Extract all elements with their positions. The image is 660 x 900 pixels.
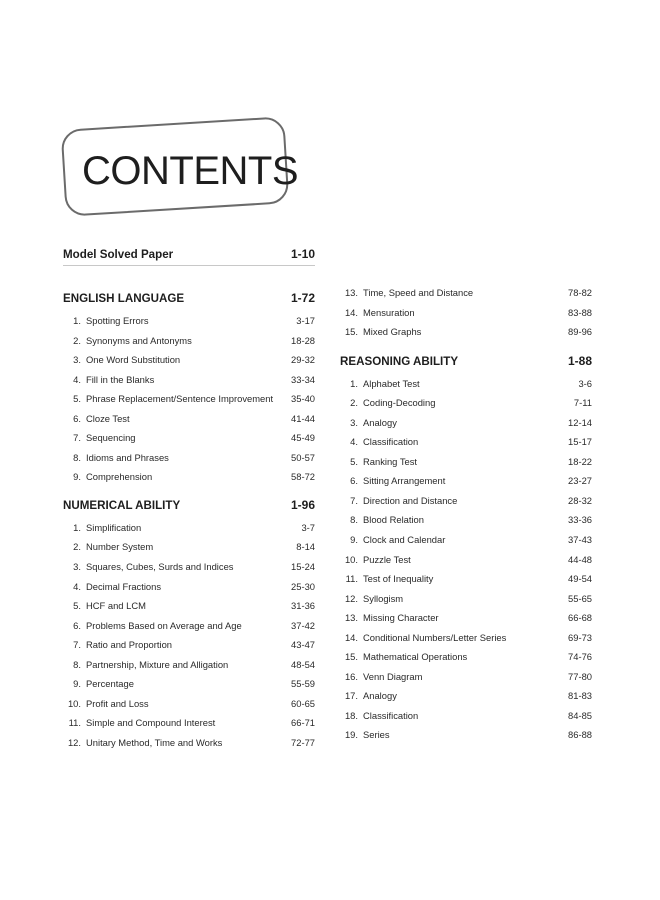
toc-entry[interactable] <box>340 393 592 413</box>
entry-label: Synonyms and Antonyms <box>86 334 192 346</box>
entry-pages: 45-49 <box>291 432 315 444</box>
toc-entry[interactable] <box>63 518 315 538</box>
entry-number: 9. <box>350 534 358 546</box>
entry-number: 2. <box>73 541 81 553</box>
entry-label: Phrase Replacement/Sentence Improvement <box>86 393 274 405</box>
entry-pages: 77-80 <box>568 670 592 682</box>
numerical-list-continued <box>340 283 592 342</box>
entry-label: Alphabet Test <box>363 377 420 389</box>
toc-entry[interactable] <box>340 303 592 323</box>
entry-pages: 29-32 <box>291 354 315 366</box>
entry-pages: 74-76 <box>568 651 592 663</box>
toc-heading-numerical[interactable] <box>63 494 315 516</box>
toc-entry[interactable] <box>340 374 592 394</box>
heading-label: ENGLISH LANGUAGE <box>63 292 185 305</box>
entry-pages: 48-54 <box>291 658 315 670</box>
toc-entry[interactable] <box>63 674 315 694</box>
entry-label: Decimal Fractions <box>86 580 162 592</box>
toc-entry[interactable] <box>63 350 315 370</box>
toc-heading-reasoning[interactable] <box>340 350 592 372</box>
toc-entry[interactable] <box>340 530 592 550</box>
entry-number: 3. <box>73 561 81 573</box>
entry-number: 2. <box>73 334 81 346</box>
entry-number: 3. <box>73 354 81 366</box>
entry-pages: 69-73 <box>568 631 592 643</box>
entry-number: 8. <box>73 451 81 463</box>
entry-number: 4. <box>350 436 358 448</box>
entry-pages: 15-24 <box>291 561 315 573</box>
toc-entry[interactable] <box>63 596 315 616</box>
entry-pages: 84-85 <box>568 709 592 721</box>
entry-label: Idioms and Phrases <box>86 451 169 463</box>
heading-label: NUMERICAL ABILITY <box>63 498 181 512</box>
heading-pages: 1-72 <box>290 291 315 305</box>
entry-number: 1. <box>73 315 81 326</box>
entry-pages: 12-14 <box>568 416 592 428</box>
entry-label: Classification <box>363 436 419 448</box>
entry-pages: 33-34 <box>291 373 315 385</box>
entry-pages: 78-82 <box>568 287 592 298</box>
heading-label: REASONING ABILITY <box>340 354 459 368</box>
entry-pages: 83-88 <box>568 306 592 318</box>
toc-entry[interactable] <box>340 322 592 342</box>
entry-number: 12. <box>344 592 358 604</box>
entry-label: Analogy <box>363 690 397 702</box>
entry-label: Blood Relation <box>363 514 424 526</box>
heading-label: Model Solved Paper <box>63 248 174 261</box>
toc-entry[interactable] <box>340 686 592 706</box>
entry-number: 11. <box>68 717 81 729</box>
entry-label: Missing Character <box>363 612 439 624</box>
entry-label: Venn Diagram <box>363 670 423 682</box>
entry-label: Number System <box>86 541 154 553</box>
entry-pages: 58-72 <box>291 471 315 483</box>
entry-number: 4. <box>73 373 81 385</box>
entry-number: 13. <box>344 287 358 298</box>
entry-number: 14. <box>344 631 358 643</box>
entry-number: 16. <box>344 670 358 682</box>
entry-label: Mensuration <box>363 306 415 318</box>
entry-label: One Word Substitution <box>86 354 181 366</box>
entry-label: Simplification <box>86 521 142 533</box>
toc-left-column <box>63 244 315 752</box>
toc-entry[interactable] <box>340 706 592 726</box>
entry-pages: 23-27 <box>568 475 592 487</box>
entry-label: Profit and Loss <box>86 697 149 709</box>
toc-entry[interactable] <box>340 510 592 530</box>
entry-number: 7. <box>73 432 81 444</box>
entry-pages: 8-14 <box>296 541 315 553</box>
entry-number: 15. <box>344 326 358 338</box>
entry-label: Comprehension <box>86 471 153 483</box>
toc-entry[interactable] <box>63 713 315 733</box>
toc-heading-model-paper[interactable] <box>63 244 315 266</box>
entry-number: 10. <box>67 697 81 709</box>
entry-pages: 28-32 <box>568 494 592 506</box>
toc-entry[interactable] <box>63 467 315 487</box>
toc-entry[interactable] <box>340 628 592 648</box>
entry-label: Classification <box>363 709 419 721</box>
toc-entry[interactable] <box>63 311 315 331</box>
heading-pages: 1-96 <box>290 497 315 512</box>
page-title: CONTENTS <box>82 149 298 193</box>
entry-label: Simple and Compound Interest <box>86 717 216 729</box>
entry-label: Puzzle Test <box>363 553 411 565</box>
toc-entry[interactable] <box>340 667 592 687</box>
entry-label: Series <box>363 729 390 741</box>
heading-pages: 1-10 <box>290 247 315 261</box>
entry-number: 1. <box>73 521 81 533</box>
entry-pages: 35-40 <box>291 393 315 405</box>
toc-right-column <box>340 283 592 745</box>
toc-entry[interactable] <box>340 550 592 570</box>
entry-number: 9. <box>73 471 81 483</box>
entry-number: 8. <box>73 658 81 670</box>
entry-pages: 41-44 <box>291 412 315 424</box>
entry-number: 8. <box>350 514 358 526</box>
entry-label: HCF and LCM <box>86 600 146 612</box>
entry-pages: 50-57 <box>291 451 315 463</box>
reasoning-list <box>340 374 592 745</box>
entry-pages: 43-47 <box>291 639 315 651</box>
entry-label: Conditional Numbers/Letter Series <box>363 631 507 643</box>
entry-label: Problems Based on Average and Age <box>86 619 242 631</box>
entry-label: Fill in the Blanks <box>86 373 155 385</box>
entry-number: 18. <box>344 709 358 721</box>
entry-label: Direction and Distance <box>363 494 458 506</box>
entry-number: 17. <box>344 690 358 702</box>
entry-number: 9. <box>73 678 81 690</box>
entry-pages: 33-36 <box>568 514 592 526</box>
toc-entry[interactable] <box>63 694 315 714</box>
entry-label: Ranking Test <box>363 455 418 467</box>
toc-entry[interactable] <box>63 616 315 636</box>
entry-pages: 3-17 <box>296 315 315 326</box>
toc-entry[interactable] <box>340 589 592 609</box>
toc-entry[interactable] <box>63 537 315 557</box>
toc-entry[interactable] <box>340 432 592 452</box>
toc-heading-english[interactable] <box>63 287 315 309</box>
entry-number: 6. <box>350 475 358 487</box>
entry-number: 13. <box>344 612 358 624</box>
entry-pages: 3-7 <box>301 521 315 533</box>
entry-pages: 15-17 <box>568 436 592 448</box>
entry-pages: 89-96 <box>568 326 592 338</box>
toc-entry[interactable] <box>63 635 315 655</box>
toc-entry[interactable] <box>63 370 315 390</box>
entry-pages: 25-30 <box>291 580 315 592</box>
entry-number: 7. <box>73 639 81 651</box>
entry-pages: 7-11 <box>573 397 592 409</box>
entry-pages: 31-36 <box>291 600 315 612</box>
entry-pages: 60-65 <box>291 697 315 709</box>
toc-entry[interactable] <box>63 448 315 468</box>
toc-entry[interactable] <box>63 733 315 753</box>
entry-label: Mathematical Operations <box>363 651 468 663</box>
entry-label: Ratio and Proportion <box>86 639 172 651</box>
entry-pages: 81-83 <box>568 690 592 702</box>
entry-number: 10. <box>344 553 358 565</box>
entry-number: 11. <box>345 573 358 585</box>
entry-label: Analogy <box>363 416 397 428</box>
entry-label: Syllogism <box>363 592 404 604</box>
entry-pages: 55-65 <box>568 592 592 604</box>
entry-label: Unitary Method, Time and Works <box>86 736 223 748</box>
entry-pages: 44-48 <box>568 553 592 565</box>
toc-entry[interactable] <box>340 283 592 303</box>
toc-entry[interactable] <box>340 608 592 628</box>
entry-pages: 18-28 <box>291 334 315 346</box>
entry-number: 7. <box>350 494 358 506</box>
entry-number: 6. <box>73 619 81 631</box>
entry-pages: 37-43 <box>568 534 592 546</box>
entry-number: 5. <box>73 600 81 612</box>
entry-number: 1. <box>350 377 358 389</box>
heading-pages: 1-88 <box>567 353 592 368</box>
entry-label: Squares, Cubes, Surds and Indices <box>86 561 234 573</box>
toc-entry[interactable] <box>340 413 592 433</box>
entry-pages: 37-42 <box>291 619 315 631</box>
toc-entry[interactable] <box>340 491 592 511</box>
entry-number: 2. <box>350 397 358 409</box>
toc-entry[interactable] <box>63 557 315 577</box>
entry-pages: 66-71 <box>291 717 315 729</box>
entry-pages: 72-77 <box>291 736 315 748</box>
entry-label: Mixed Graphs <box>363 326 422 338</box>
toc-entry[interactable] <box>63 428 315 448</box>
toc-entry[interactable] <box>340 725 592 745</box>
entry-number: 5. <box>73 393 81 405</box>
entry-label: Partnership, Mixture and Alligation <box>86 658 229 670</box>
english-list <box>63 311 315 487</box>
entry-label: Time, Speed and Distance <box>363 287 474 298</box>
entry-label: Spotting Errors <box>86 315 149 326</box>
entry-label: Test of Inequality <box>363 573 434 585</box>
entry-pages: 3-6 <box>578 377 592 389</box>
toc-entry[interactable] <box>340 647 592 667</box>
entry-label: Sequencing <box>86 432 136 444</box>
toc-entry[interactable] <box>340 569 592 589</box>
entry-pages: 66-68 <box>568 612 592 624</box>
entry-number: 4. <box>73 580 81 592</box>
entry-number: 12. <box>67 736 81 748</box>
toc-entry[interactable] <box>63 577 315 597</box>
toc-entry[interactable] <box>63 655 315 675</box>
numerical-list <box>63 518 315 753</box>
entry-number: 5. <box>350 455 358 467</box>
entry-pages: 55-59 <box>291 678 315 690</box>
entry-number: 15. <box>344 651 358 663</box>
toc-entry[interactable] <box>63 389 315 409</box>
entry-number: 14. <box>344 306 358 318</box>
toc-entry[interactable] <box>340 452 592 472</box>
entry-label: Cloze Test <box>86 412 130 424</box>
entry-label: Coding-Decoding <box>363 397 436 409</box>
toc-entry[interactable] <box>63 409 315 429</box>
entry-number: 6. <box>73 412 81 424</box>
entry-label: Percentage <box>86 678 134 690</box>
entry-label: Clock and Calendar <box>363 534 446 546</box>
entry-pages: 86-88 <box>568 729 592 741</box>
entry-number: 3. <box>350 416 358 428</box>
entry-number: 19. <box>344 729 358 741</box>
toc-entry[interactable] <box>63 331 315 351</box>
entry-pages: 49-54 <box>568 573 592 585</box>
entry-pages: 18-22 <box>568 455 592 467</box>
entry-label: Sitting Arrangement <box>363 475 446 487</box>
toc-entry[interactable] <box>340 471 592 491</box>
